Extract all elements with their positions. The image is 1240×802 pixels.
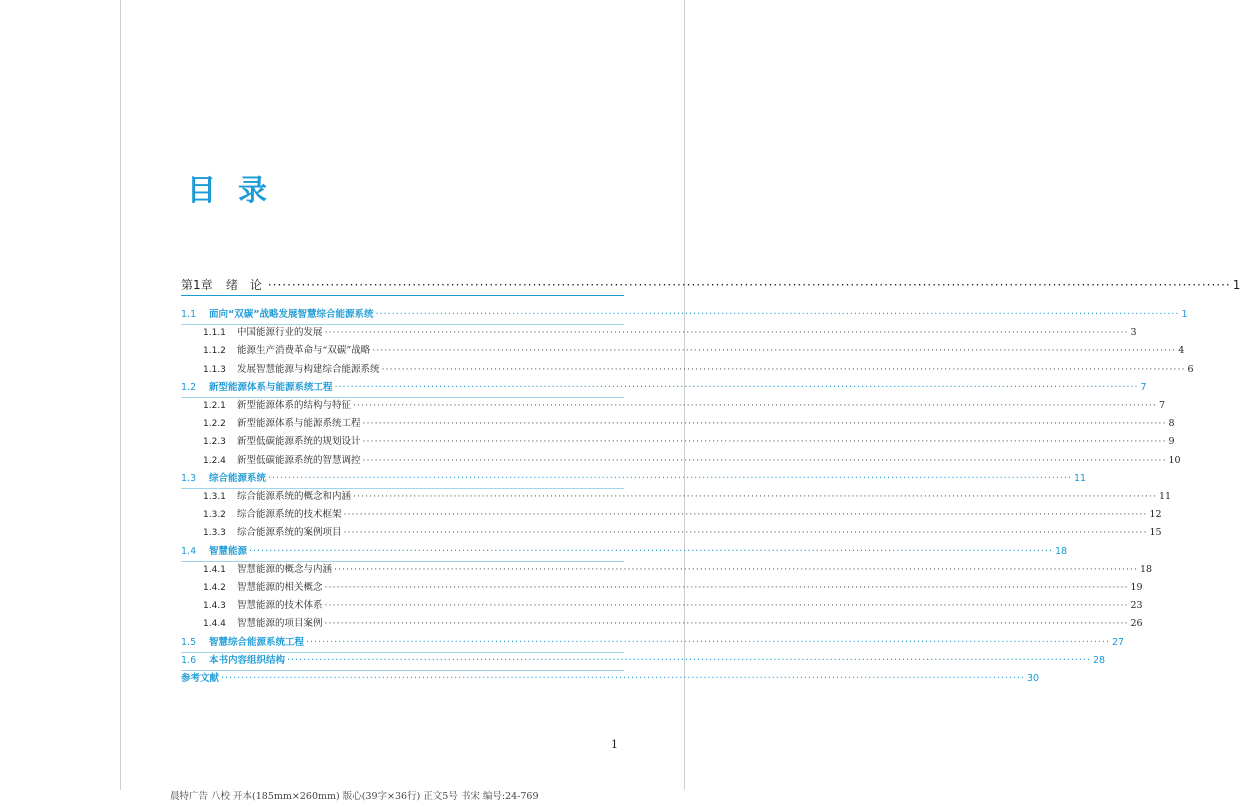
entry-page-number: 9: [1168, 436, 1175, 448]
toc-section-3[interactable]: [181, 470, 1087, 488]
entry-page-number: 10: [1168, 454, 1181, 466]
entry-page-number: 1: [1181, 309, 1188, 320]
page-number: 1: [611, 738, 618, 751]
chapter-divider: [181, 295, 624, 296]
leader-dots: ········································································································································································································: [334, 381, 1139, 393]
entry-label: 新型能源体系的结构与特征: [237, 400, 352, 411]
entry-page-number: 27: [1111, 636, 1125, 648]
leader-dots: ········································································································································································································: [324, 618, 1129, 630]
entry-page-number: 15: [1149, 527, 1162, 539]
entry-number: 1.4.3: [203, 601, 226, 612]
entry-label: 能源生产消费革命与“双碳”战略: [237, 345, 371, 357]
entry-label: 智慧能源的相关概念: [237, 582, 323, 593]
entry-number: 1.1.1: [203, 328, 226, 339]
entry-number: 1.2.4: [203, 455, 226, 466]
entry-label: 中国能源行业的发展: [237, 327, 323, 339]
entry-number: 1.1: [181, 309, 197, 320]
toc-section-5[interactable]: [181, 634, 1125, 652]
entry-page-number: 18: [1139, 563, 1153, 575]
leader-dots: ········································································································································································································: [324, 582, 1129, 593]
leader-dots: ········································································································································································································: [353, 400, 1157, 411]
leader-dots: ········································································································································································································: [249, 545, 1053, 557]
entry-number: 1.4.1: [203, 564, 226, 575]
entry-page-number: 19: [1130, 582, 1143, 593]
entry-number: 1.2: [181, 381, 197, 393]
entry-label: 绪 论: [226, 278, 266, 292]
entry-number: 1.4.4: [203, 619, 226, 630]
entry-number: 1.1.2: [203, 346, 226, 357]
toc-subsection-4-2[interactable]: [203, 579, 1143, 597]
toc-subsection-2-1[interactable]: [203, 397, 1166, 415]
entry-label: 智慧能源的技术体系: [237, 600, 323, 612]
entry-page-number: 8: [1168, 418, 1175, 430]
entry-number: 1.2.3: [203, 437, 226, 448]
toc-section-4[interactable]: [181, 543, 1068, 561]
toc-subsection-3-3[interactable]: [203, 524, 1162, 542]
entry-page-number: 12: [1149, 509, 1162, 521]
entry-page-number: 7: [1140, 381, 1147, 393]
entry-page-number: 1: [1232, 278, 1240, 292]
entry-label: 新型能源体系与能源系统工程: [209, 381, 333, 393]
toc-subsection-2-3[interactable]: [203, 433, 1175, 451]
toc-subsection-4-1[interactable]: [203, 561, 1153, 579]
leader-dots: ········································································································································································································: [343, 527, 1148, 539]
print-info-footer: 晨特广告 八校 开本(185mm×260mm) 版心(39字×36行) 正文5号 书宋 编号:24-769: [170, 791, 539, 802]
entry-label: 综合能源系统的概念和内涵: [237, 491, 352, 502]
entry-number: 1.3.1: [203, 492, 226, 502]
entry-page-number: 11: [1073, 472, 1087, 484]
entry-number: 1.2.1: [203, 401, 226, 411]
entry-page-number: 6: [1187, 363, 1194, 375]
leader-dots: ········································································································································································································: [362, 436, 1167, 448]
entry-label: 智慧能源的概念与内涵: [237, 563, 333, 575]
toc-subsection-3-1[interactable]: [203, 488, 1172, 506]
entry-number: 1.2.2: [203, 419, 226, 430]
toc-subsection-3-2[interactable]: [203, 506, 1162, 524]
entry-label: 智慧能源: [209, 545, 248, 557]
entry-number: 1.3.2: [203, 510, 226, 521]
entry-number: 1.3.3: [203, 528, 226, 539]
entry-label: 发展智慧能源与构建综合能源系统: [237, 363, 380, 375]
leader-dots: ········································································································································································································: [287, 654, 1091, 666]
toc-subsection-1-1[interactable]: [203, 324, 1137, 342]
entry-label: 综合能源系统的案例项目: [237, 527, 342, 539]
toc-subsection-4-4[interactable]: [203, 615, 1143, 633]
leader-dots: ········································································································································································································: [306, 636, 1110, 648]
entry-page-number: 26: [1130, 618, 1143, 630]
toc-subsection-1-3[interactable]: [203, 361, 1194, 379]
entry-number: 第1章: [181, 278, 213, 292]
entry-page-number: 11: [1158, 491, 1172, 502]
toc-section-1[interactable]: [181, 306, 1188, 324]
page-title: 目录: [187, 173, 290, 207]
entry-page-number: 18: [1054, 545, 1068, 557]
leader-dots: ········································································································································································································: [268, 472, 1072, 484]
leader-dots: ········································································································································································································: [353, 491, 1157, 502]
leader-dots: ········································································································································································································: [375, 309, 1180, 320]
leader-dots: ········································································································································································································: [267, 278, 1231, 292]
leader-dots: ········································································································································································································: [324, 327, 1129, 339]
entry-page-number: 23: [1130, 600, 1143, 612]
toc-chapter-1[interactable]: [181, 276, 1240, 294]
leader-dots: ········································································································································································································: [343, 509, 1148, 521]
entry-number: 1.5: [181, 636, 197, 648]
leader-dots: ········································································································································································································: [372, 345, 1177, 357]
leader-dots: ········································································································································································································: [221, 673, 1025, 684]
leader-dots: ········································································································································································································: [334, 563, 1138, 575]
toc-subsection-2-2[interactable]: [203, 415, 1175, 433]
entry-page-number: 7: [1158, 400, 1166, 411]
entry-label: 智慧综合能源系统工程: [209, 636, 305, 648]
toc-section-6[interactable]: [181, 652, 1106, 670]
toc-subsection-2-4[interactable]: [203, 452, 1181, 470]
toc-section-2[interactable]: [181, 379, 1147, 397]
entry-page-number: 4: [1178, 345, 1185, 357]
entry-label: 参考文献: [181, 673, 220, 684]
entry-label: 本书内容组织结构: [209, 654, 286, 666]
entry-number: 1.4.2: [203, 583, 226, 593]
entry-page-number: 30: [1026, 673, 1040, 684]
entry-number: 1.1.3: [203, 364, 226, 375]
entry-label: 面向“双碳”战略发展智慧综合能源系统: [209, 309, 374, 320]
entry-label: 综合能源系统的技术框架: [237, 509, 342, 521]
entry-label: 新型低碳能源系统的智慧调控: [237, 454, 361, 466]
entry-number: 1.4: [181, 545, 197, 557]
entry-label: 新型低碳能源系统的规划设计: [237, 436, 361, 448]
entry-label: 新型能源体系与能源系统工程: [237, 418, 361, 430]
toc-references[interactable]: [181, 670, 1040, 688]
entry-label: 智慧能源的项目案例: [237, 618, 323, 630]
leader-dots: ········································································································································································································: [362, 454, 1167, 466]
leader-dots: ········································································································································································································: [324, 600, 1129, 612]
leader-dots: ········································································································································································································: [362, 418, 1167, 430]
entry-number: 1.3: [181, 472, 197, 484]
entry-page-number: 3: [1130, 327, 1137, 339]
leader-dots: ········································································································································································································: [381, 363, 1186, 375]
entry-number: 1.6: [181, 654, 197, 666]
entry-label: 综合能源系统: [209, 472, 267, 484]
entry-page-number: 28: [1092, 654, 1106, 666]
toc-subsection-1-2[interactable]: [203, 342, 1185, 360]
toc-subsection-4-3[interactable]: [203, 597, 1143, 615]
